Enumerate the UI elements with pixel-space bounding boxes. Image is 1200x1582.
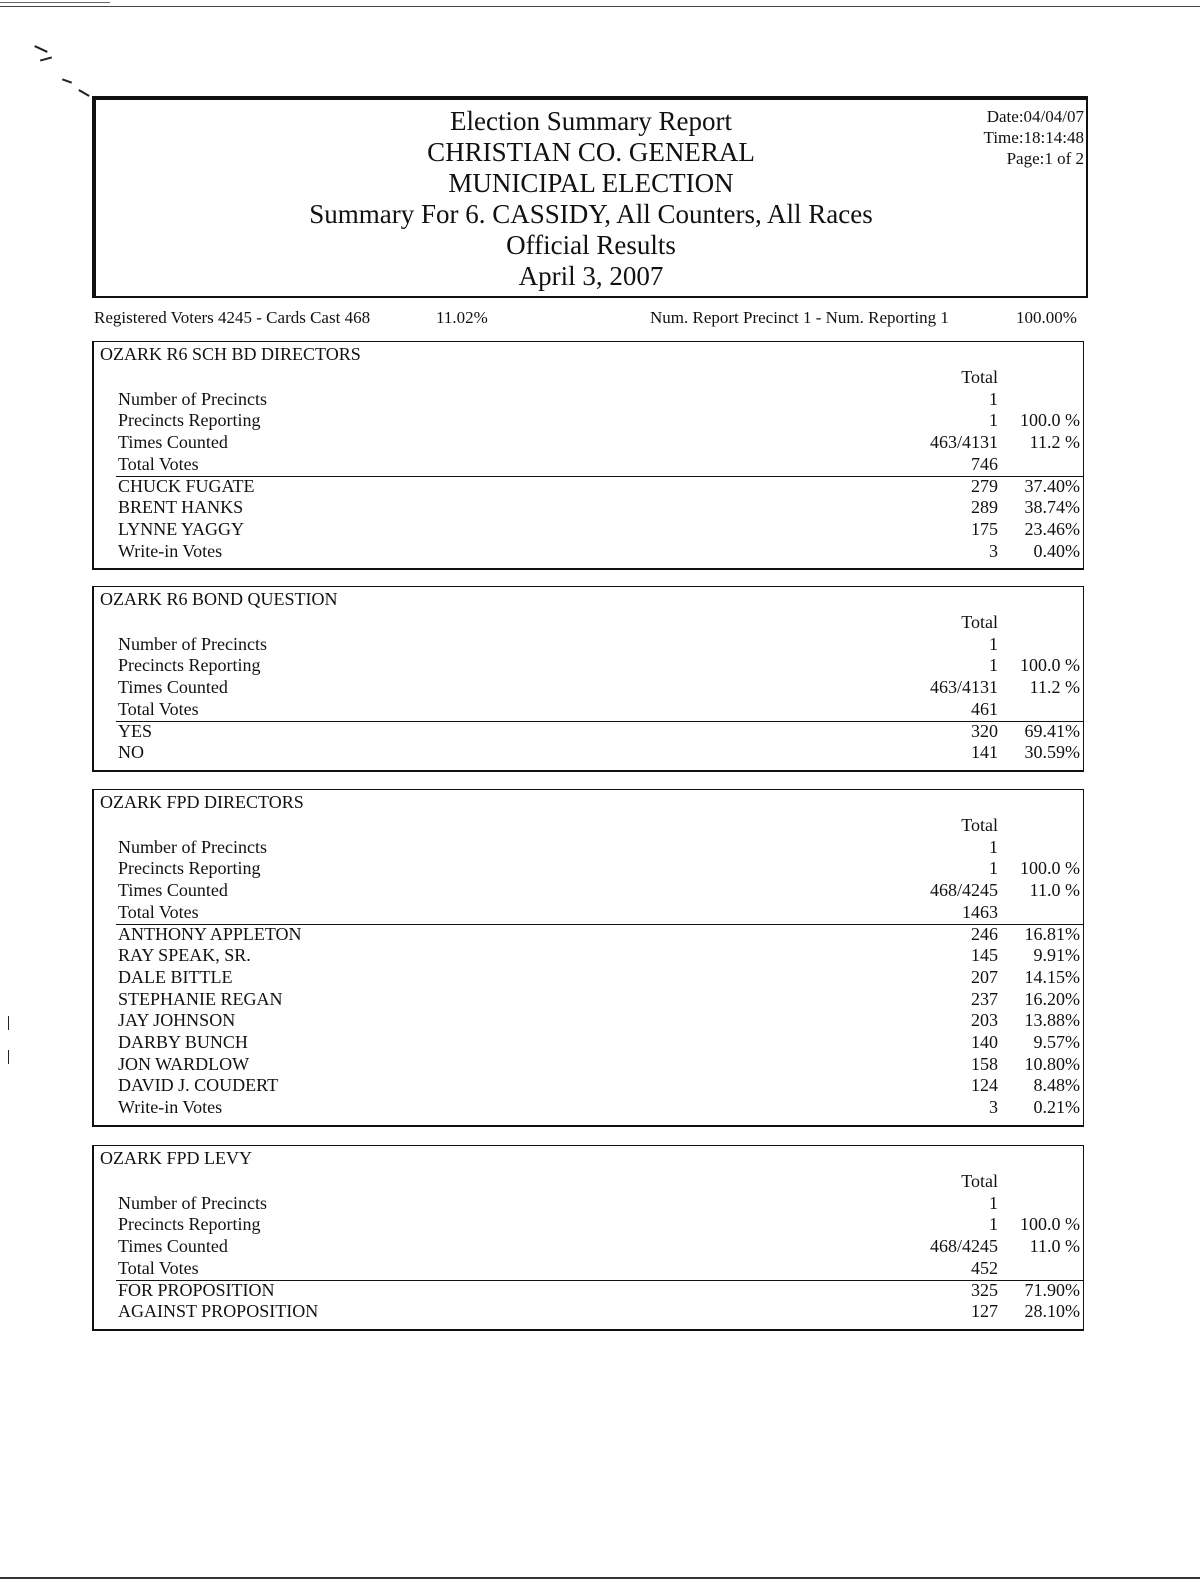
row-percent: 100.0 % xyxy=(1020,410,1080,431)
row-value: 141 xyxy=(971,742,998,763)
row-value: 3 xyxy=(989,1097,998,1118)
row-label: Number of Precincts xyxy=(118,1192,267,1213)
row-value: 461 xyxy=(971,698,998,719)
row-percent: 0.21% xyxy=(1033,1097,1080,1118)
report-election-date: April 3, 2007 xyxy=(518,261,664,291)
choice-row xyxy=(94,1009,1084,1031)
row-label: AGAINST PROPOSITION xyxy=(118,1301,319,1322)
race-box xyxy=(92,789,1084,1127)
row-label: Write-in Votes xyxy=(118,540,223,561)
stat-row xyxy=(94,633,1084,655)
row-value: 452 xyxy=(971,1257,998,1278)
stat-row xyxy=(94,901,1084,923)
stat-row xyxy=(94,654,1084,676)
row-label: Times Counted xyxy=(118,1236,228,1257)
row-label: RAY SPEAK, SR. xyxy=(118,945,251,966)
row-value: 203 xyxy=(971,1010,998,1031)
row-label: Total Votes xyxy=(118,453,199,474)
scan-mark xyxy=(62,78,72,83)
stat-row xyxy=(94,453,1084,475)
row-value: 246 xyxy=(971,923,998,944)
row-value: 463/4131 xyxy=(929,677,998,698)
row-label: DALE BITTLE xyxy=(118,966,233,987)
choice-row xyxy=(94,923,1084,945)
choice-row xyxy=(94,518,1084,540)
row-value: 1 xyxy=(989,388,998,409)
row-percent: 11.2 % xyxy=(1029,432,1080,453)
row-label: NO xyxy=(118,742,144,763)
row-label: Precincts Reporting xyxy=(118,655,261,676)
row-percent: 30.59% xyxy=(1024,742,1080,763)
row-label: Precincts Reporting xyxy=(118,1214,261,1235)
row-value: 1 xyxy=(989,1192,998,1213)
row-percent: 37.40% xyxy=(1024,475,1080,496)
row-value: 124 xyxy=(971,1075,998,1096)
row-value: 1 xyxy=(989,836,998,857)
row-label: JAY JOHNSON xyxy=(118,1010,236,1031)
row-percent: 9.57% xyxy=(1033,1032,1080,1052)
choice-row xyxy=(94,741,1084,763)
reporting-text: Num. Report Precinct 1 - Num. Reporting 1 xyxy=(650,308,949,327)
row-label: CHUCK FUGATE xyxy=(118,475,255,496)
stat-row xyxy=(94,409,1084,431)
row-percent: 16.81% xyxy=(1024,923,1080,944)
row-label: Total Votes xyxy=(118,901,199,922)
choice-row xyxy=(94,966,1084,988)
row-label: YES xyxy=(118,720,153,741)
row-percent: 10.80% xyxy=(1024,1053,1080,1074)
report-summary-scope: Summary For 6. CASSIDY, All Counters, All Races xyxy=(309,199,873,229)
stat-row xyxy=(94,698,1084,720)
scan-mark xyxy=(40,56,52,61)
row-percent: 11.2 % xyxy=(1029,677,1080,698)
row-label: Write-in Votes xyxy=(118,1097,223,1118)
row-value: 1 xyxy=(989,410,998,431)
stat-row xyxy=(94,388,1084,410)
scan-edge-line xyxy=(0,2,110,3)
row-label: DAVID J. COUDERT xyxy=(118,1075,279,1096)
row-label: FOR PROPOSITION xyxy=(118,1279,275,1300)
stat-row xyxy=(94,1257,1084,1279)
stat-row xyxy=(94,1213,1084,1235)
row-percent: 11.0 % xyxy=(1029,880,1080,901)
row-label: Number of Precincts xyxy=(118,633,267,654)
report-title: Election Summary Report xyxy=(450,106,732,136)
report-county: CHRISTIAN CO. GENERAL xyxy=(427,137,755,167)
race-box xyxy=(92,586,1084,772)
choice-row xyxy=(94,1031,1084,1053)
row-value: 1 xyxy=(989,633,998,654)
row-percent: 100.0 % xyxy=(1020,1214,1080,1235)
row-label: STEPHANIE REGAN xyxy=(118,988,283,1009)
row-value: 468/4245 xyxy=(929,880,998,901)
row-value: 289 xyxy=(971,497,998,518)
scan-edge-line xyxy=(0,1577,1200,1579)
race-header-row xyxy=(94,611,1084,633)
row-percent: 100.0 % xyxy=(1020,858,1080,879)
race-header-row xyxy=(94,814,1084,836)
race-title: OZARK FPD LEVY xyxy=(100,1148,253,1168)
row-label: BRENT HANKS xyxy=(118,497,244,518)
row-value: 1463 xyxy=(962,901,998,922)
row-percent: 8.48% xyxy=(1033,1075,1080,1096)
choice-row xyxy=(94,1053,1084,1075)
report-time: Time:18:14:48 xyxy=(983,128,1084,147)
row-percent: 100.0 % xyxy=(1020,655,1080,676)
row-percent: 28.10% xyxy=(1024,1301,1080,1322)
row-value: 1 xyxy=(989,1214,998,1235)
stat-row xyxy=(94,1192,1084,1214)
row-label: Precincts Reporting xyxy=(118,858,261,879)
row-percent: 11.0 % xyxy=(1029,1236,1080,1257)
row-percent: 38.74% xyxy=(1024,497,1080,518)
choice-row xyxy=(94,944,1084,966)
row-percent: 14.15% xyxy=(1024,966,1080,987)
row-label: DARBY BUNCH xyxy=(118,1032,248,1052)
row-label: LYNNE YAGGY xyxy=(118,518,245,539)
row-label: Total Votes xyxy=(118,1257,199,1278)
race-title: OZARK R6 BOND QUESTION xyxy=(100,589,338,609)
row-label: Times Counted xyxy=(118,880,228,901)
race-title: OZARK R6 SCH BD DIRECTORS xyxy=(100,344,361,364)
row-value: 207 xyxy=(971,966,998,987)
row-percent: 16.20% xyxy=(1024,988,1080,1009)
row-label: JON WARDLOW xyxy=(118,1053,250,1074)
row-percent: 23.46% xyxy=(1024,518,1080,539)
stat-row xyxy=(94,1235,1084,1257)
row-value: 279 xyxy=(971,475,998,496)
row-value: 3 xyxy=(989,540,998,561)
total-column-header: Total xyxy=(961,612,998,632)
row-label: Total Votes xyxy=(118,698,199,719)
row-value: 140 xyxy=(971,1032,998,1052)
choice-row xyxy=(94,1074,1084,1096)
row-value: 320 xyxy=(971,720,998,741)
row-value: 746 xyxy=(971,453,998,474)
report-election: MUNICIPAL ELECTION xyxy=(448,168,734,198)
report-meta xyxy=(984,106,1084,169)
scan-edge-line xyxy=(0,6,1200,7)
stat-row xyxy=(94,836,1084,858)
row-value: 1 xyxy=(989,858,998,879)
row-percent: 69.41% xyxy=(1024,720,1080,741)
row-value: 237 xyxy=(971,988,998,1009)
row-label: Precincts Reporting xyxy=(118,410,261,431)
total-column-header: Total xyxy=(961,367,998,387)
row-percent: 71.90% xyxy=(1024,1279,1080,1300)
race-header-row xyxy=(94,366,1084,388)
row-value: 127 xyxy=(971,1301,998,1322)
row-percent: 9.91% xyxy=(1033,945,1080,966)
choice-row xyxy=(94,1096,1084,1118)
choice-row xyxy=(94,496,1084,518)
choice-row xyxy=(94,475,1084,497)
race-box xyxy=(92,1145,1084,1331)
total-column-header: Total xyxy=(961,1171,998,1191)
scan-mark xyxy=(78,89,89,97)
row-value: 463/4131 xyxy=(929,432,998,453)
row-value: 175 xyxy=(971,518,998,539)
row-value: 325 xyxy=(971,1279,998,1300)
race-box xyxy=(92,341,1084,570)
row-value: 1 xyxy=(989,655,998,676)
scan-mark xyxy=(34,45,48,53)
scan-mark xyxy=(8,1050,9,1064)
choice-row xyxy=(94,540,1084,562)
row-percent: 13.88% xyxy=(1024,1010,1080,1031)
row-value: 158 xyxy=(971,1053,998,1074)
race-title: OZARK FPD DIRECTORS xyxy=(100,792,304,812)
stat-row xyxy=(94,879,1084,901)
stat-row xyxy=(94,676,1084,698)
row-value: 468/4245 xyxy=(929,1236,998,1257)
stat-row xyxy=(94,857,1084,879)
choice-row xyxy=(94,988,1084,1010)
row-label: Number of Precincts xyxy=(118,388,267,409)
row-label: Times Counted xyxy=(118,432,228,453)
choice-row xyxy=(94,1300,1084,1322)
row-label: Times Counted xyxy=(118,677,228,698)
report-date: Date:04/04/07 xyxy=(986,107,1084,126)
race-header-row xyxy=(94,1170,1084,1192)
reporting-percent: 100.00% xyxy=(1016,308,1077,327)
row-percent: 0.40% xyxy=(1033,540,1080,561)
row-label: Number of Precincts xyxy=(118,836,267,857)
total-column-header: Total xyxy=(961,815,998,835)
choice-row xyxy=(94,1279,1084,1301)
scan-mark xyxy=(8,1016,9,1030)
report-status: Official Results xyxy=(506,230,676,260)
report-title-block xyxy=(96,106,1086,292)
stat-row xyxy=(94,431,1084,453)
row-value: 145 xyxy=(971,945,998,966)
turnout-percent: 11.02% xyxy=(436,308,488,327)
report-header-box xyxy=(92,96,1088,298)
row-label: ANTHONY APPLETON xyxy=(118,923,302,944)
report-page: Page:1 of 2 xyxy=(1006,149,1084,168)
registered-voters-text: Registered Voters 4245 - Cards Cast 468 xyxy=(94,308,371,327)
choice-row xyxy=(94,720,1084,742)
